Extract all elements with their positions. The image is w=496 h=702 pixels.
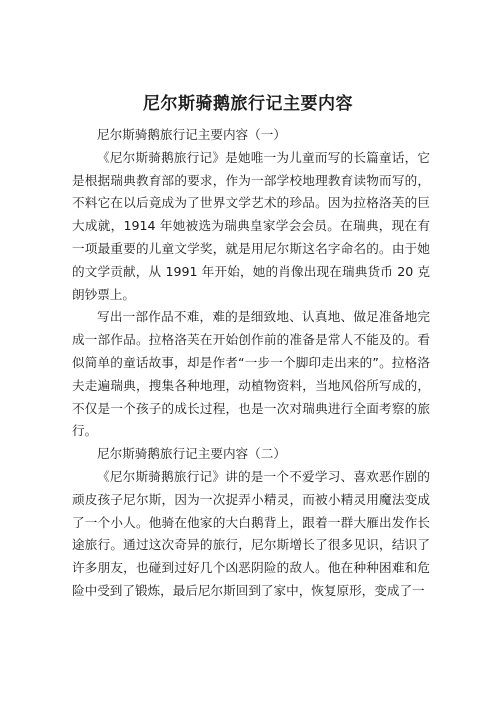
- document-body: [72, 124, 430, 603]
- document-title: 尼尔斯骑鹅旅行记主要内容: [143, 94, 353, 114]
- section-heading-1: 尼尔斯骑鹅旅行记主要内容（一）: [97, 127, 286, 142]
- paragraph: 《尼尔斯骑鹅旅行记》讲的是一个不爱学习、喜欢恶作剧的顽皮孩子尼尔斯，因为一次捉弄小精灵，而被小精灵用魔法变成了一个小人。他骑在他家的大白鹅背上，跟着一群大雁出发作长途旅行。通过这次奇异的旅行，尼尔斯增长了很多见识，结识了许多朋友，也碰到过好几个凶恶阴险的敌人。他在种种困难和危险中受到了锻炼，最后尼尔斯回到了家中，恢复原形，变成了一: [72, 468, 430, 598]
- paragraph: 写出一部作品不难，难的是细致地、认真地、做足准备地完成一部作品。拉格洛芙在开始创作前的准备是常人不能及的。看似简单的童话故事，却是作者“一步一个脚印走出来的”。拉格洛夫走遍瑞典，搜集各种地理，动植物资料，当地风俗所写成的，不仅是一个孩子的成长过程，也是一次对瑞典进行全面考察的旅行。: [72, 309, 430, 439]
- paragraph: 《尼尔斯骑鹅旅行记》是她唯一为儿童而写的长篇童话，它是根据瑞典教育部的要求，作为一部学校地理教育读物而写的，不料它在以后竟成为了世界文学艺术的珍品。因为拉格洛芙的巨大成就，1914 年她被选为瑞典皇家学会会员。在瑞典，现在有一项最重要的儿童文学奖，就是用尼尔斯这名字命名的。由于她的文学贡献，从 1991 年开始，她的肖像出现在瑞典货币 20 克朗钞票上。: [72, 149, 430, 302]
- section-heading-2: 尼尔斯骑鹅旅行记主要内容（二）: [97, 446, 286, 462]
